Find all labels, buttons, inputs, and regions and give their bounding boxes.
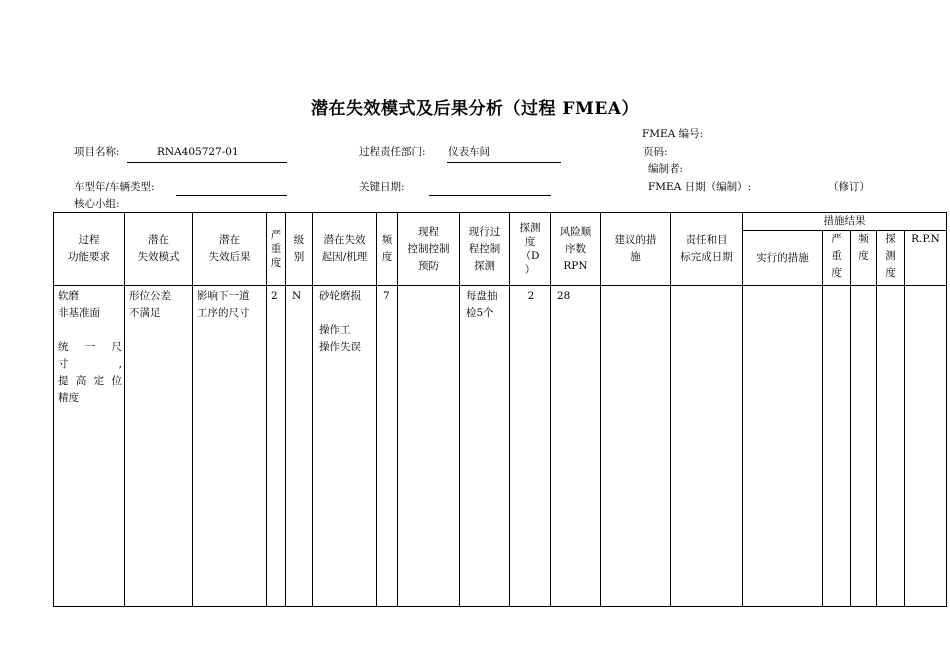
- fmea-table: [53, 212, 947, 607]
- col-class-header: 级 别: [286, 213, 313, 286]
- process-dept-label: 过程责任部门:: [359, 146, 426, 158]
- col-rpn-header: 风险顺 序数 RPN: [551, 213, 601, 286]
- col-r-occurrence-header: 频 度: [851, 231, 877, 286]
- col-function-header: 过程 功能要求: [54, 213, 125, 286]
- col-r-severity-header: 严 重 度: [823, 231, 851, 286]
- col-recommended-header: 建议的措 施: [601, 213, 671, 286]
- col-results-group-header: 措施结果: [743, 213, 947, 231]
- project-name-label: 项目名称:: [74, 146, 120, 158]
- col-r-rpn-header: R.P.N: [905, 231, 947, 286]
- process-dept-underline: [447, 162, 561, 163]
- col-actions-taken-header: 实行的措施: [743, 231, 823, 286]
- table-row: [54, 286, 947, 607]
- project-name-underline: [127, 162, 287, 163]
- cell-failure-mode: 形位公差 不满足: [125, 286, 193, 607]
- col-detection-header: 探测 度 （D ）: [510, 213, 551, 286]
- key-date-label: 关键日期:: [359, 181, 405, 193]
- process-dept-value: 仪表车间: [448, 146, 490, 158]
- fmea-date-label: FMEA 日期（编制）:: [648, 181, 752, 193]
- core-team-label: 核心小组:: [74, 198, 120, 210]
- col-prevention-header: 现程 控制控制 预防: [398, 213, 460, 286]
- page-title: 潜在失效模式及后果分析（过程 FMEA）: [311, 99, 639, 119]
- cell-r-detection: [877, 286, 905, 607]
- cell-function: 软磨 非基准面 统一尺 寸, 提高定位 精度: [54, 286, 125, 607]
- col-detection-control-header: 现行过 程控制 探测: [460, 213, 510, 286]
- model-year-underline: [176, 195, 287, 196]
- cell-occurrence: 7: [377, 286, 398, 607]
- cell-actions-taken: [743, 286, 823, 607]
- col-r-detection-header: 探 测 度: [877, 231, 905, 286]
- project-name-value: RNA405727-01: [157, 146, 239, 158]
- prepared-by-label: 编制者:: [648, 163, 684, 175]
- cell-severity: 2: [267, 286, 286, 607]
- cell-class: N: [286, 286, 313, 607]
- key-date-underline: [429, 195, 551, 196]
- revision-label: （修订）: [828, 181, 870, 193]
- cell-prevention: [398, 286, 460, 607]
- col-severity-header: 严 重 度: [267, 213, 286, 286]
- cell-recommended: [601, 286, 671, 607]
- col-cause-header: 潜在失效 起因/机理: [313, 213, 377, 286]
- col-failure-mode-header: 潜在 失效模式: [125, 213, 193, 286]
- cell-detection-control: 每盘抽 检5个: [460, 286, 510, 607]
- col-failure-effect-header: 潜在 失效后果: [193, 213, 267, 286]
- cell-r-severity: [823, 286, 851, 607]
- col-responsibility-header: 责任和目 标完成日期: [671, 213, 743, 286]
- col-occurrence-header: 频 度: [377, 213, 398, 286]
- fmea-no-label: FMEA 编号:: [642, 128, 704, 140]
- cell-failure-effect: 影响下一道 工序的尺寸: [193, 286, 267, 607]
- cell-detection: 2: [510, 286, 551, 607]
- cell-rpn: 28: [551, 286, 601, 607]
- cell-cause: 砂轮磨损 操作工 操作失误: [313, 286, 377, 607]
- cell-r-occurrence: [851, 286, 877, 607]
- model-year-label: 车型年/车辆类型:: [74, 181, 155, 193]
- page-no-label: 页码:: [643, 146, 668, 158]
- cell-r-rpn: [905, 286, 947, 607]
- cell-responsibility: [671, 286, 743, 607]
